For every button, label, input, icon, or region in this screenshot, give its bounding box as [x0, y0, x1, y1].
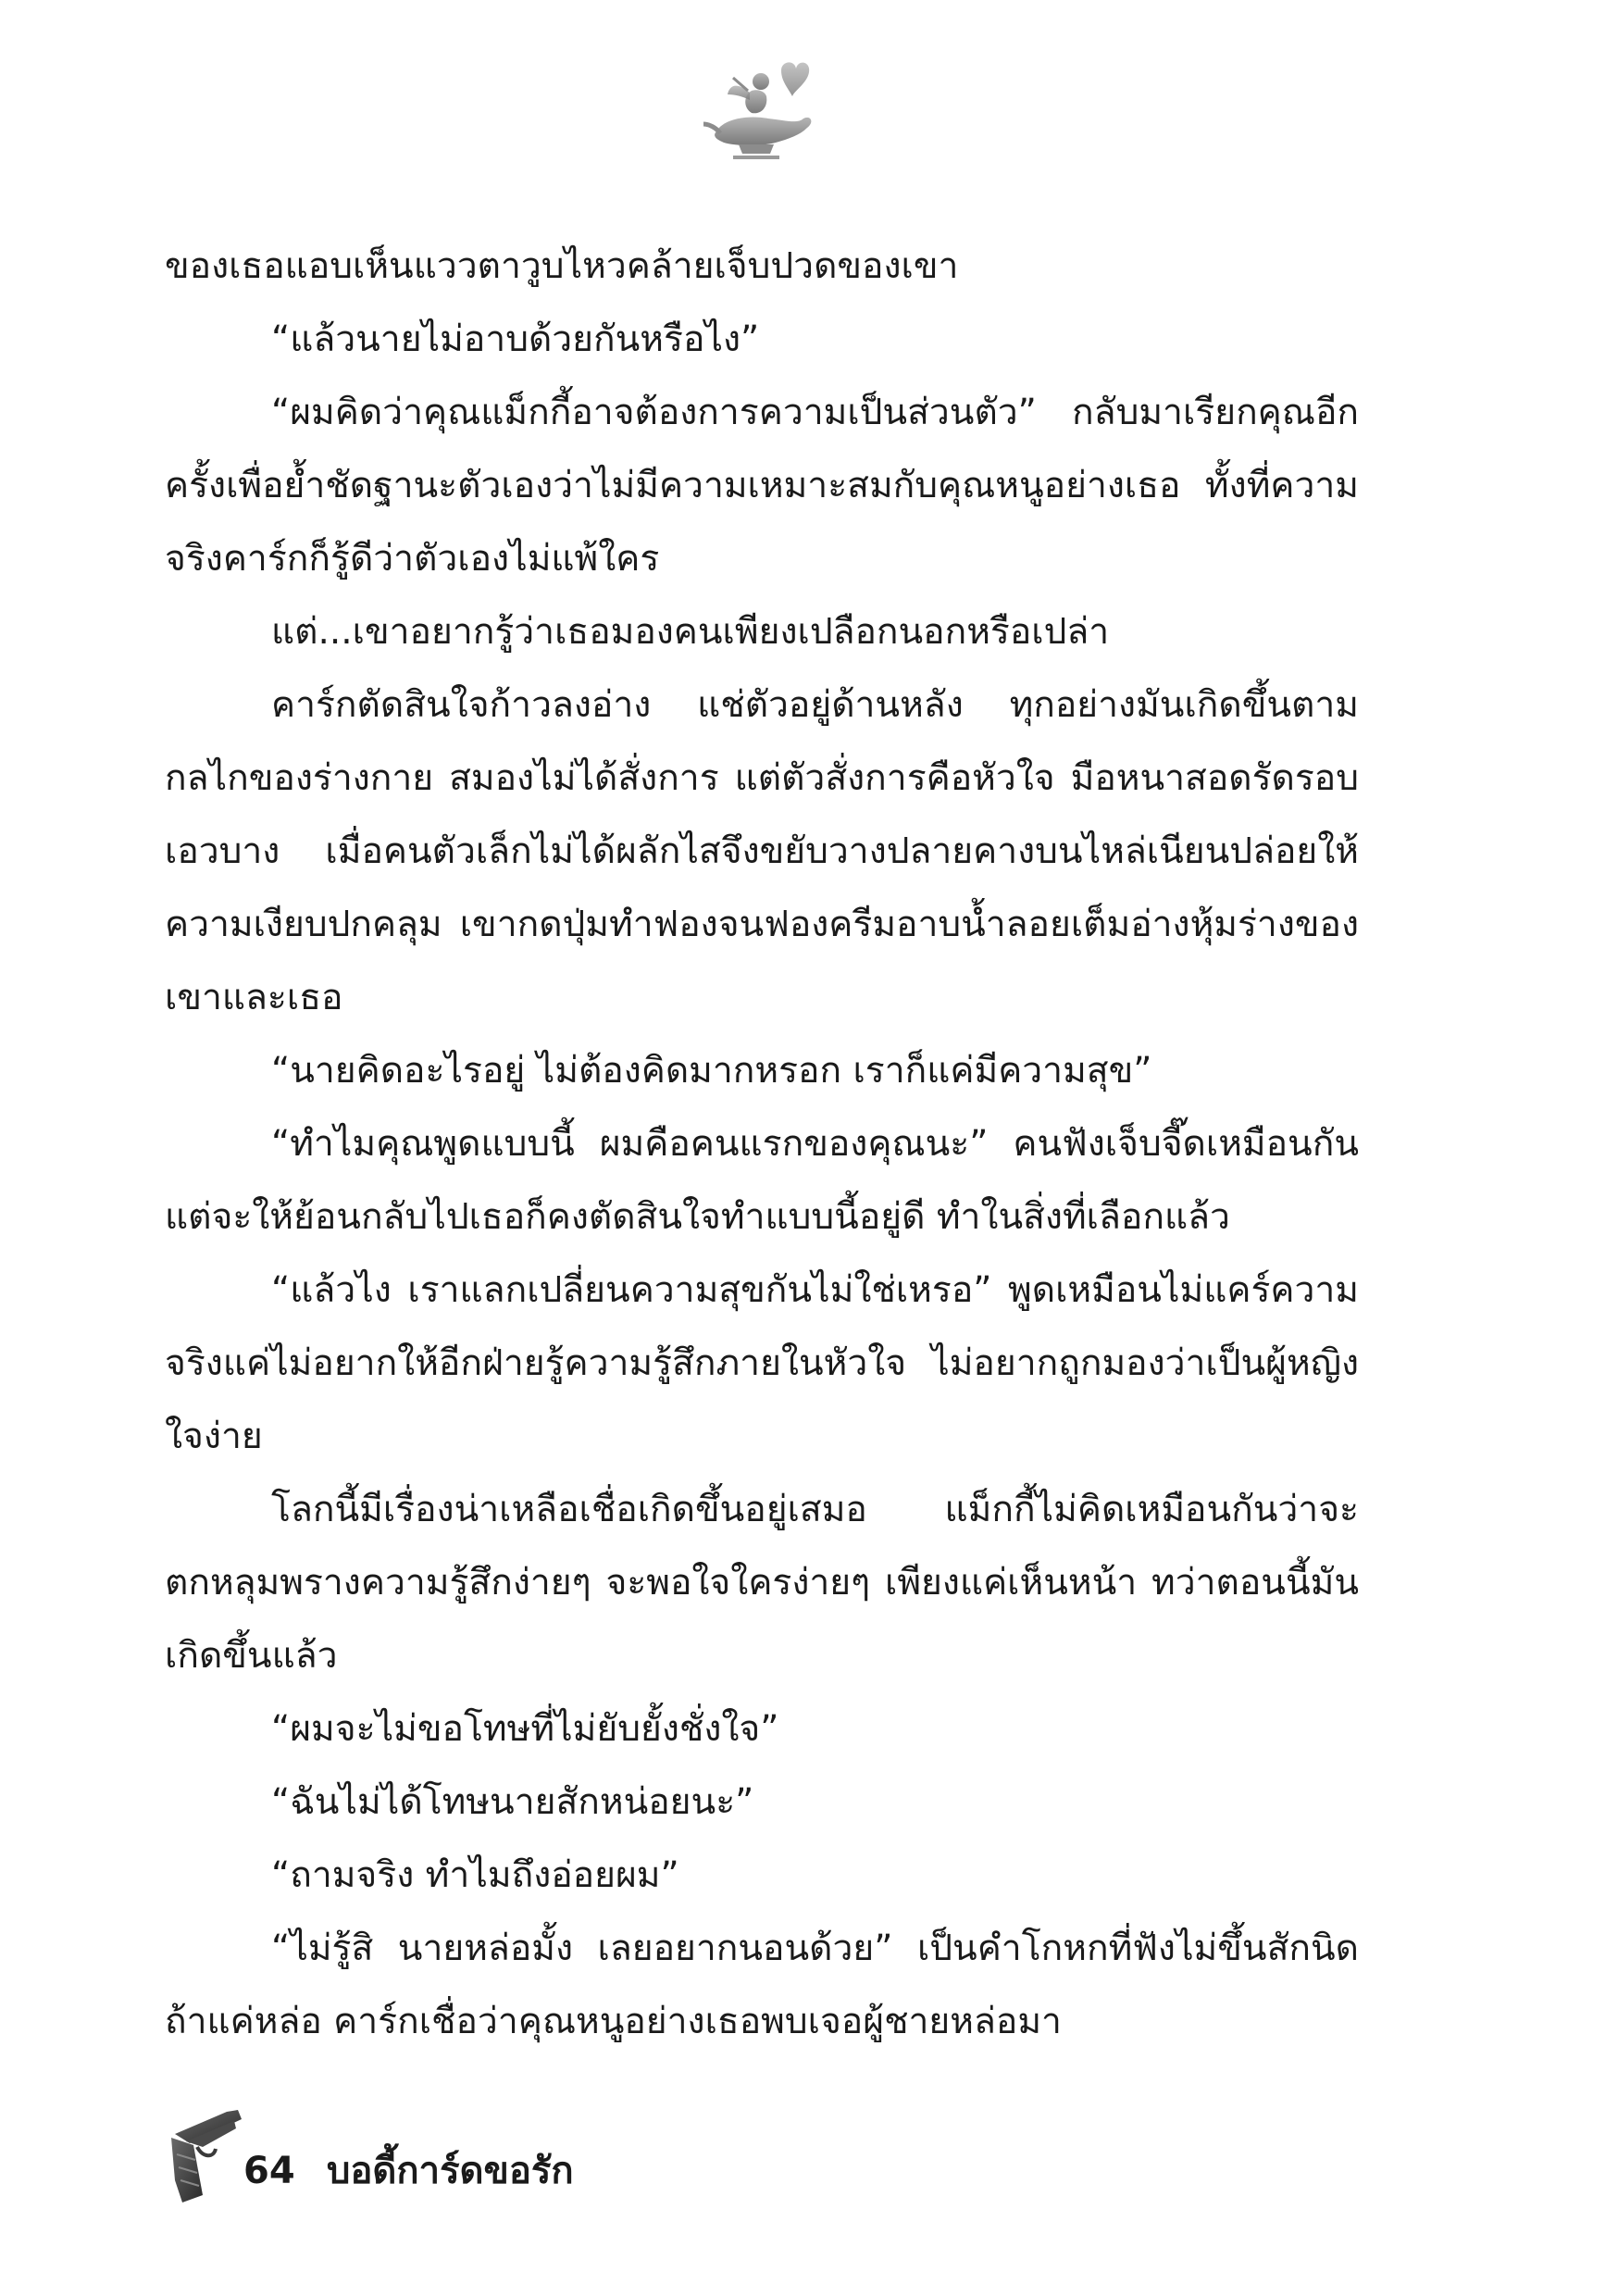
- paragraph: “ผมคิดว่าคุณแม็กกี้อาจต้องการความเป็นส่วนตัว” กลับมาเรียกคุณอีกครั้งเพื่อย้ำชัดฐานะตัวเองว่าไม่มีความเหมาะสมกับคุณหนูอย่างเธอ ทั้งที่ความจริงคาร์กก็รู้ดีว่าตัวเองไม่แพ้ใคร: [165, 392, 1359, 580]
- cupid-lamp-ornament-icon: [696, 54, 816, 165]
- paragraph: “ถามจริง ทำไมถึงอ่อยผม”: [271, 1854, 679, 1896]
- paragraph: “ทำไมคุณพูดแบบนี้ ผมคือคนแรกของคุณนะ” คนฟังเจ็บจี๊ดเหมือนกัน แต่จะให้ย้อนกลับไปเธอก็คงตัดสินใจทำแบบนี้อยู่ดี ทำในสิ่งที่เลือกแล้ว: [165, 1123, 1359, 1238]
- page-footer: [162, 2106, 995, 2217]
- book-title: บอดี้การ์ดขอรัก: [327, 2150, 574, 2192]
- pistol-icon: [162, 2106, 255, 2208]
- body-text: [165, 230, 1359, 2058]
- paragraph: “ผมจะไม่ขอโทษที่ไม่ยับยั้งชั่งใจ”: [271, 1708, 779, 1750]
- page-number: 64: [243, 2150, 295, 2192]
- paragraph: “แล้วไง เราแลกเปลี่ยนความสุขกันไม่ใช่เหรอ” พูดเหมือนไม่แคร์ความจริงแค่ไม่อยากให้อีกฝ่ายรู้ความรู้สึกภายในหัวใจ ไม่อยากถูกมองว่าเป็นผู้หญิงใจง่าย: [165, 1269, 1359, 1457]
- paragraph: คาร์กตัดสินใจก้าวลงอ่าง แช่ตัวอยู่ด้านหลัง ทุกอย่างมันเกิดขึ้นตามกลไกของร่างกาย สมองไม่ได้สั่งการ แต่ตัวสั่งการคือหัวใจ มือหนาสอดรัดรอบเอวบาง เมื่อคนตัวเล็กไม่ได้ผลักไสจึงขยับวางปลายคางบนไหล่เนียนปล่อยให้ความเงียบปกคลุม เขากดปุ่มทำฟองจนฟองครีมอาบน้ำลอยเต็มอ่างหุ้มร่างของเขาและเธอ: [165, 684, 1359, 1018]
- paragraph: ของเธอแอบเห็นแววตาวูบไหวคล้ายเจ็บปวดของเขา: [165, 245, 959, 287]
- paragraph: “นายคิดอะไรอยู่ ไม่ต้องคิดมากหรอก เราก็แค่มีความสุข”: [271, 1050, 1152, 1092]
- paragraph: โลกนี้มีเรื่องน่าเหลือเชื่อเกิดขึ้นอยู่เสมอ แม็กกี้ไม่คิดเหมือนกันว่าจะตกหลุมพรางความรู้สึกง่ายๆ จะพอใจใครง่ายๆ เพียงแค่เห็นหน้า ทว่าตอนนี้มันเกิดขึ้นแล้ว: [165, 1489, 1359, 1677]
- paragraph: แต่...เขาอยากรู้ว่าเธอมองคนเพียงเปลือกนอกหรือเปล่า: [271, 611, 1110, 653]
- paragraph: “ฉันไม่ได้โทษนายสักหน่อยนะ”: [271, 1781, 754, 1823]
- paragraph: “แล้วนายไม่อาบด้วยกันหรือไง”: [271, 318, 760, 360]
- paragraph: “ไม่รู้สิ นายหล่อมั้ง เลยอยากนอนด้วย” เป็นคำโกหกที่ฟังไม่ขึ้นสักนิด ถ้าแค่หล่อ คาร์กเชื่อว่าคุณหนูอย่างเธอพบเจอผู้ชายหล่อมา: [165, 1928, 1359, 2042]
